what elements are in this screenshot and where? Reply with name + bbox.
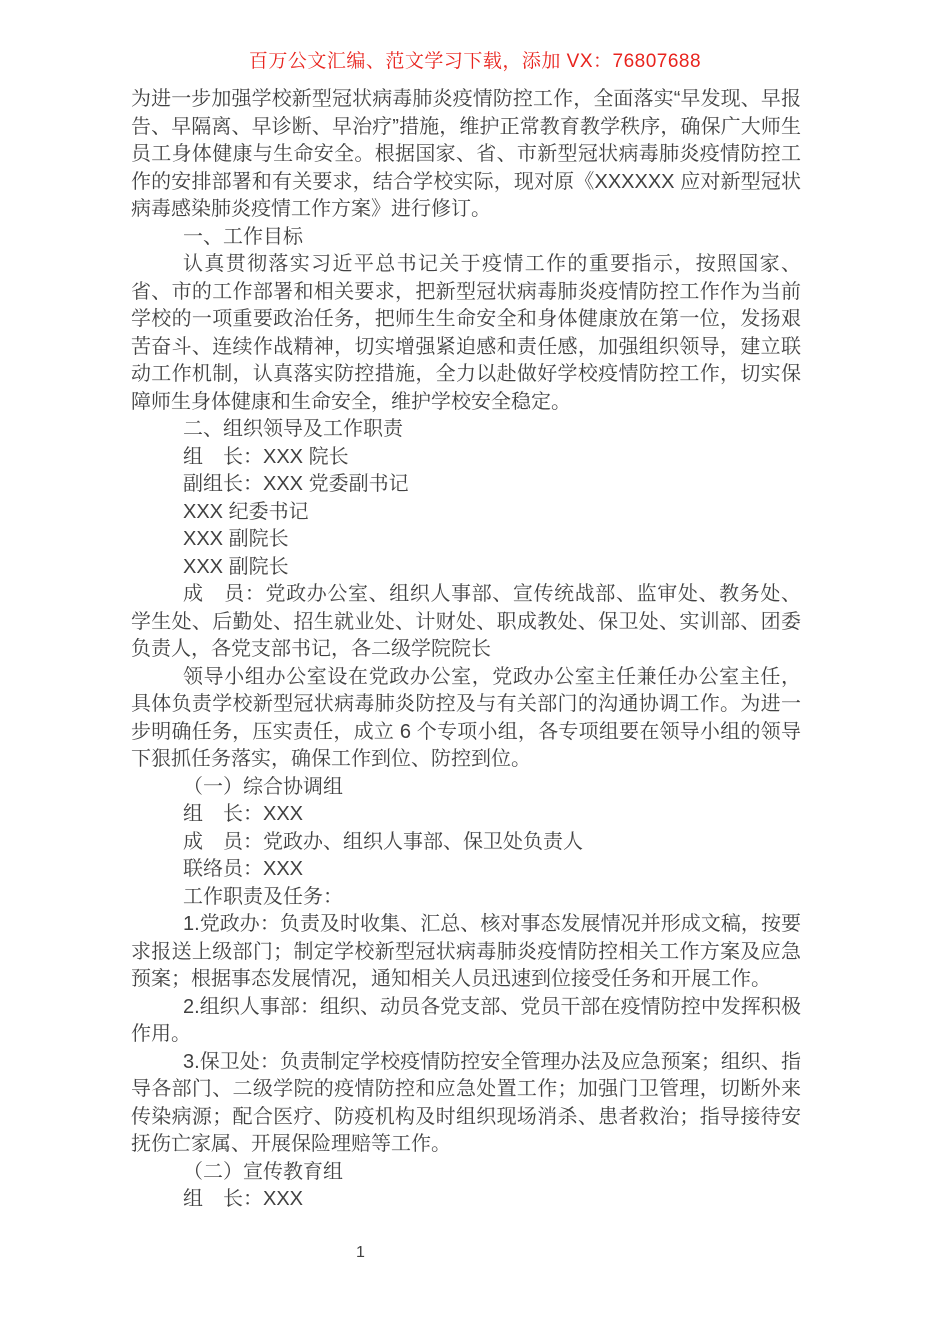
paragraph: 组 长：XXX xyxy=(183,803,304,825)
paragraph: 工作职责及任务： xyxy=(183,885,343,908)
paragraph: 为进一步加强学校新型冠状病毒肺炎疫情防控工作，全面落实“早发现、早报告、早隔离、早诊断、早治疗”措施，维护正常教育教学秩序，确保广大师生员工身体健康与生命安全。根据国家、省、市新型冠状病毒肺炎疫情防控工作的安排部署和有关要求，结合学校实际，现对原《XXXXXX 应对新型冠状病毒感染肺炎疫情工作方案》进行修订。 xyxy=(131,88,801,220)
paragraph: 领导小组办公室设在党政办公室，党政办公室主任兼任办公室主任，具体负责学校新型冠状病毒肺炎防控及与有关部门的沟通协调工作。为进一步明确任务，压实责任，成立 6 个专项小组，各专项组要在领导小组的领导下狠抓任务落实，确保工作到位、防控到位。 xyxy=(131,665,801,770)
paragraph: 组 长：XXX xyxy=(183,1188,304,1210)
document-body xyxy=(131,86,801,1214)
paragraph: XXX 副院长 xyxy=(183,528,289,550)
paragraph: 联络员：XXX xyxy=(183,858,304,880)
paragraph: 1.党政办：负责及时收集、汇总、核对事态发展情况并形成文稿，按要求报送上级部门；制定学校新型冠状病毒肺炎疫情防控相关工作方案及应急预案；根据事态发展情况，通知相关人员迅速到位接受任务和开展工作。 xyxy=(131,913,801,990)
paragraph: 成 员：党政办公室、组织人事部、宣传统战部、监审处、教务处、学生处、后勤处、招生就业处、计财处、职成教处、保卫处、实训部、团委负责人，各党支部书记，各二级学院院长 xyxy=(131,583,801,660)
paragraph: 一、工作目标 xyxy=(183,225,303,248)
paragraph: 二、组织领导及工作职责 xyxy=(183,418,403,440)
paragraph: 副组长：XXX 党委副书记 xyxy=(183,473,409,495)
paragraph: XXX 副院长 xyxy=(183,555,289,578)
paragraph: 2.组织人事部：组织、动员各党支部、党员干部在疫情防控中发挥积极作用。 xyxy=(131,995,801,1045)
paragraph: 成 员：党政办、组织人事部、保卫处负责人 xyxy=(183,830,583,853)
paragraph: 组 长：XXX 院长 xyxy=(183,445,349,468)
paragraph: 认真贯彻落实习近平总书记关于疫情工作的重要指示，按照国家、省、市的工作部署和相关要求，把新型冠状病毒肺炎疫情防控工作作为当前学校的一项重要政治任务，把师生生命安全和身体健康放在第一位，发扬艰苦奋斗、连续作战精神，切实增强紧迫感和责任感，加强组织领导，建立联动工作机制，认真落实防控措施，全力以赴做好学校疫情防控工作，切实保障师生身体健康和生命安全，维护学校安全稳定。 xyxy=(131,253,801,413)
paragraph: 3.保卫处：负责制定学校疫情防控安全管理办法及应急预案；组织、指导各部门、二级学院的疫情防控和应急处置工作；加强门卫管理，切断外来传染病源；配合医疗、防疫机构及时组织现场消杀、患者救治；指导接待安抚伤亡家属、开展保险理赔等工作。 xyxy=(131,1050,801,1155)
page-number: 1 xyxy=(356,1244,365,1261)
paragraph: （一）综合协调组 xyxy=(183,775,343,798)
paragraph: （二）宣传教育组 xyxy=(183,1160,343,1183)
promo-header: 百万公文汇编、范文学习下载，添加 VX：76807688 xyxy=(248,51,702,72)
paragraph: XXX 纪委书记 xyxy=(183,500,309,523)
